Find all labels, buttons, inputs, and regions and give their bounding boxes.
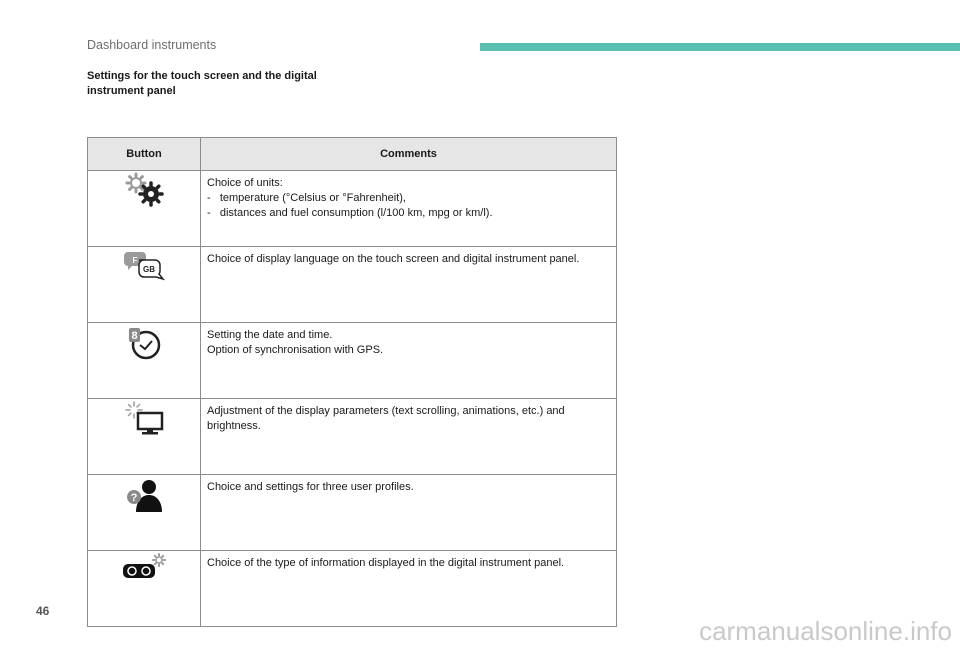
comment-cell (201, 171, 617, 247)
comment-line: brightness. (207, 420, 261, 432)
table-row (88, 551, 617, 627)
table-row (88, 323, 617, 399)
clock-icon (124, 330, 164, 349)
watermark: carmanualsonline.info (699, 616, 952, 646)
icon-cell (88, 551, 201, 627)
heading-line: instrument panel (87, 85, 176, 97)
user-profile-icon (124, 489, 164, 504)
column-header-button: Button (88, 138, 201, 171)
icon-cell (88, 171, 201, 247)
icon-cell (88, 323, 201, 399)
comment-line: Setting the date and time. (207, 329, 333, 341)
header-accent-bar (480, 43, 960, 51)
icon-cell (88, 399, 201, 475)
bullet-text: distances and fuel consumption (l/100 km, mpg or km/l). (219, 207, 493, 219)
comment-bullet: - distances and fuel consumption (l/100 km, mpg or km/l). (207, 207, 493, 219)
page-number: 46 (36, 604, 50, 618)
icon-letters: GB (143, 265, 155, 274)
display-brightness-icon (122, 412, 166, 424)
comment-line: Adjustment of the display parameters (text scrolling, animations, etc.) and (207, 405, 565, 417)
language-bubble-icon (122, 256, 166, 274)
table-row (88, 475, 617, 551)
heading-line: Settings for the touch screen and the digital (87, 70, 317, 82)
comment-cell (201, 323, 617, 399)
comment-cell (201, 247, 617, 323)
table-row (88, 399, 617, 475)
comment-bullet: - temperature (°Celsius or °Fahrenheit), (207, 192, 406, 204)
column-header-comments: Comments (201, 138, 617, 171)
comment-cell (201, 551, 617, 627)
bullet-text: temperature (°Celsius or °Fahrenheit), (219, 192, 406, 204)
settings-table (87, 137, 617, 627)
table-row (88, 247, 617, 323)
comment-cell (201, 399, 617, 475)
table-header-row (88, 138, 617, 171)
comment-line: Choice of the type of information displayed in the digital instrument panel. (207, 557, 565, 569)
icon-question-mark: ? (130, 492, 138, 504)
icon-cell (88, 247, 201, 323)
page-heading (87, 69, 367, 99)
icon-letter: F (132, 256, 138, 265)
comment-line: Choice and settings for three user profiles. (207, 481, 414, 493)
table-row (88, 171, 617, 247)
comment-line: Choice of display language on the touch screen and digital instrument panel. (207, 253, 580, 265)
instrument-panel-settings-icon (119, 561, 169, 573)
gears-icon (122, 184, 166, 196)
section-title: Dashboard instruments (87, 38, 217, 52)
comment-line: Option of synchronisation with GPS. (207, 344, 384, 356)
comment-line: Choice of units: (207, 177, 283, 189)
icon-digit: 8 (131, 330, 138, 342)
comment-cell (201, 475, 617, 551)
icon-cell (88, 475, 201, 551)
